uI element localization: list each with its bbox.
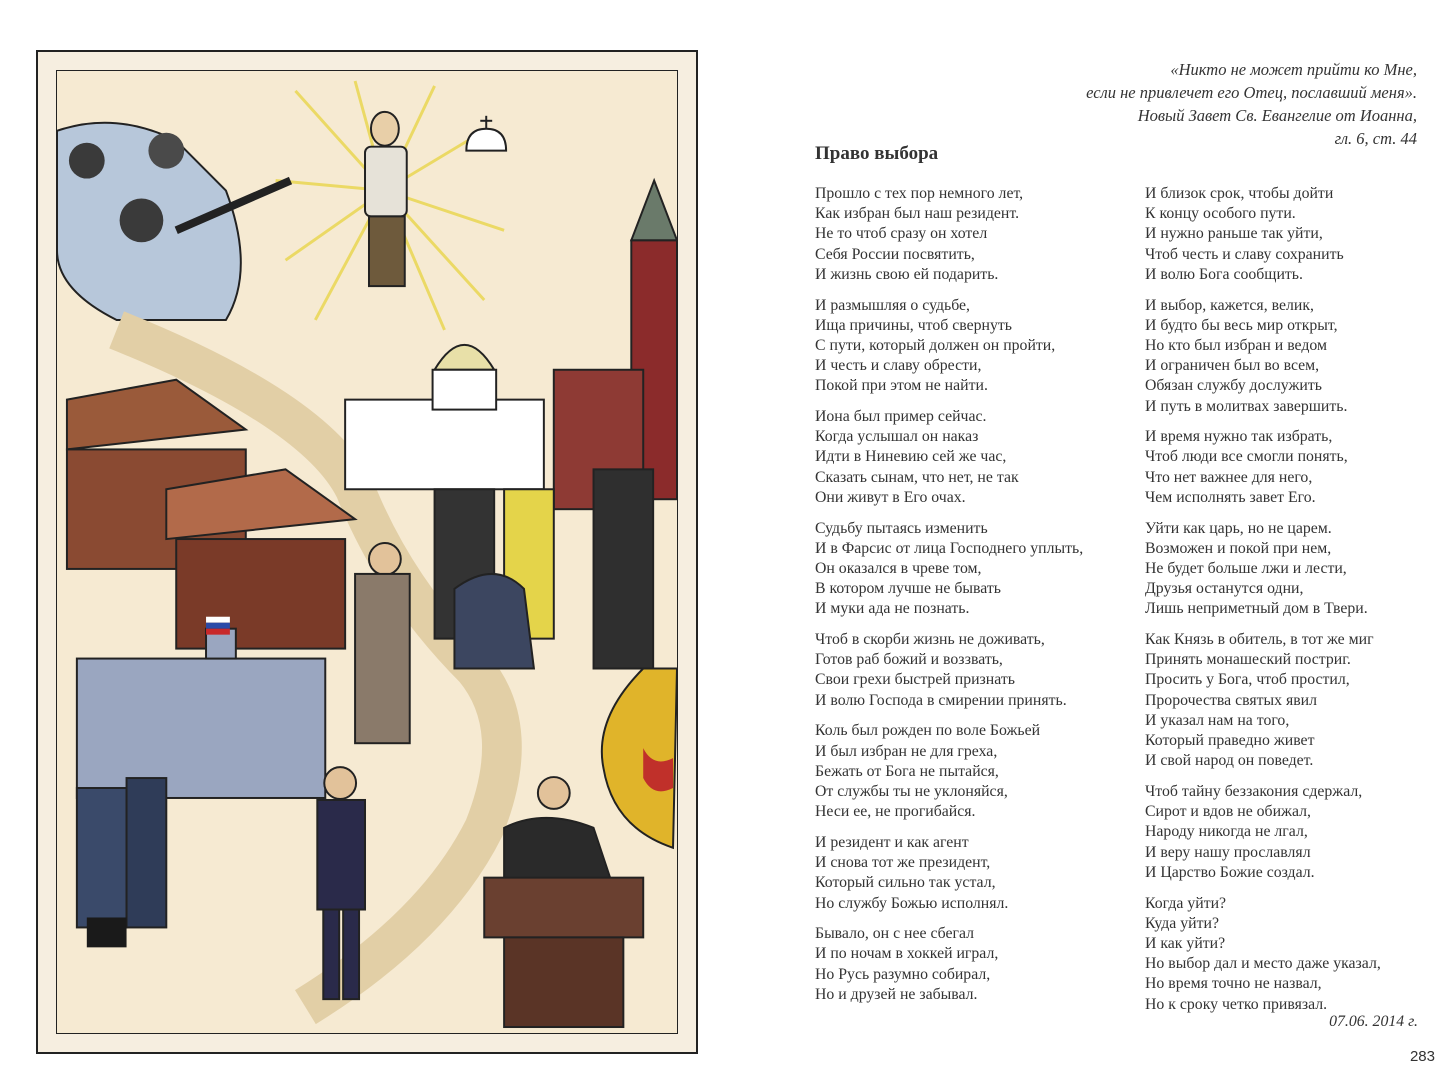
poem-line: Свои грехи быстрей признать: [815, 671, 1015, 689]
poem-line: Они живут в Его очах.: [815, 488, 966, 506]
stanza: [815, 407, 1135, 508]
epigraph-line: «Никто не может прийти ко Мне,: [1170, 60, 1417, 79]
poem-line: И честь и славу обрести,: [815, 357, 982, 375]
poem-line: Но время точно не назвал,: [1145, 975, 1322, 993]
illustration: [56, 70, 678, 1034]
poem-line: И муки ада не познать.: [815, 600, 970, 618]
poem-line: Он оказался в чреве том,: [815, 559, 982, 577]
poem-line: И волю Господа в смирении принять.: [815, 691, 1067, 709]
poem-line: С пути, который должен он пройти,: [815, 336, 1056, 354]
poem-line: Прошло с тех пор немного лет,: [815, 185, 1024, 202]
poem-line: И как уйти?: [1145, 934, 1226, 952]
poem-line: Возможен и покой при нем,: [1145, 539, 1332, 557]
poem-line: Иона был пример сейчас.: [815, 408, 987, 426]
epigraph-line: если не привлечет его Отец, пославший меня».: [1086, 83, 1417, 102]
poem-line: Когда услышал он наказ: [815, 428, 979, 446]
epigraph: [857, 58, 1417, 150]
poem-line: Не будет больше лжи и лести,: [1145, 559, 1347, 577]
poem-line: Но Русь разумно собирал,: [815, 965, 991, 983]
poem-line: Что нет важнее для него,: [1145, 468, 1313, 486]
stanza: [1145, 427, 1435, 508]
poem-line: Когда уйти?: [1145, 894, 1227, 912]
stanza: [1145, 519, 1435, 620]
poem-line: Сказать сынам, что нет, не так: [815, 468, 1019, 486]
poem-line: И был избран не для греха,: [815, 742, 998, 760]
people-group: [77, 778, 166, 947]
poem-line: Просить у Бога, чтоб простил,: [1145, 671, 1350, 689]
poem-line: Куда уйти?: [1145, 914, 1219, 932]
stanza: [815, 833, 1135, 914]
poem-line: И размышляя о судьбе,: [815, 296, 971, 314]
poem-line: И время нужно так избрать,: [1145, 428, 1333, 446]
poem-line: Который сильно так устал,: [815, 874, 996, 892]
stanza: [815, 924, 1135, 1005]
clergy-group: [435, 469, 654, 668]
poem-line: И жизнь свою ей подарить.: [815, 265, 999, 283]
poem-line: И указал нам на того,: [1145, 711, 1290, 729]
poem-line: Который праведно живет: [1145, 732, 1315, 750]
poem-line: Чтоб люди все смогли понять,: [1145, 448, 1348, 466]
stanza: [815, 296, 1135, 397]
stanza: [815, 721, 1135, 822]
page-number: 283: [1409, 1048, 1435, 1065]
poem-line: К концу особого пути.: [1145, 205, 1296, 223]
poem-column-2: [1145, 184, 1435, 1025]
stanza: [815, 184, 1135, 285]
poem-line: Не то чтоб сразу он хотел: [815, 225, 988, 243]
poem-line: Идти в Ниневию сей же час,: [815, 448, 1007, 466]
poem-line: Лишь неприметный дом в Твери.: [1145, 600, 1368, 618]
stanza: [815, 519, 1135, 620]
poem-line: Принять монашеский постриг.: [1145, 651, 1351, 669]
poem-line: Судьбу пытаясь изменить: [815, 519, 988, 537]
poem-line: И снова тот же президент,: [815, 854, 991, 872]
poem-line: Как избран был наш резидент.: [815, 205, 1020, 223]
poem-line: Бывало, он с нее сбегал: [815, 925, 975, 943]
poem-line: Но выбор дал и место даже указал,: [1145, 955, 1381, 973]
epigraph-line: Новый Завет Св. Евангелие от Иоанна,: [1137, 106, 1417, 125]
poem-line: Но службу Божью исполнял.: [815, 894, 1009, 912]
poem-line: И свой народ он поведет.: [1145, 752, 1314, 770]
poem-line: Коль был рожден по воле Божьей: [815, 722, 1041, 740]
poem-title: Право выбора: [815, 143, 939, 164]
poem-line: Чем исполнять завет Его.: [1145, 488, 1316, 506]
poem-line: И нужно раньше так уйти,: [1145, 225, 1323, 243]
poem-line: Пророчества святых явил: [1145, 691, 1318, 709]
poem-line: И ограничен был во всем,: [1145, 357, 1320, 375]
poem-line: От службы ты не уклоняйся,: [815, 782, 1008, 800]
stanza: [1145, 782, 1435, 883]
poem-line: Обязан службу дослужить: [1145, 377, 1322, 395]
poem-line: И волю Бога сообщить.: [1145, 265, 1303, 283]
stanza: [1145, 184, 1435, 285]
poem-line: Но и друзей не забывал.: [815, 985, 978, 1003]
stanza: [1145, 630, 1435, 771]
poem-column-1: [815, 184, 1135, 1016]
stanza: [815, 630, 1135, 711]
poem-date: 07.06. 2014 г.: [1329, 1013, 1418, 1030]
poem-line: Неси ее, не прогибайся.: [815, 803, 976, 821]
poem-line: И выбор, кажется, велик,: [1145, 296, 1314, 314]
poem-line: Как Князь в обитель, в тот же миг: [1145, 631, 1374, 649]
poem-line: Чтоб честь и славу сохранить: [1145, 245, 1344, 263]
poem-line: Но к сроку четко привязал.: [1145, 995, 1328, 1013]
poem-line: Готов раб божий и воззвать,: [815, 651, 1003, 669]
poem-line: И по ночам в хоккей играл,: [815, 945, 999, 963]
stanza: [1145, 296, 1435, 417]
poem-line: И веру нашу прославлял: [1145, 843, 1311, 861]
poem-line: И в Фарсис от лица Господнего уплыть,: [815, 539, 1084, 557]
pilgrim-figure: [355, 543, 410, 743]
stanza: [1145, 894, 1435, 1015]
poem-line: И путь в молитвах завершить.: [1145, 397, 1348, 415]
poem-line: Покой при этом не найти.: [815, 377, 988, 395]
poem-line: Но кто был избран и ведом: [1145, 336, 1327, 354]
poem-line: Ища причины, чтоб свернуть: [815, 316, 1012, 334]
poem-line: Уйти как царь, но не царем.: [1145, 519, 1332, 537]
illustration-drawing: [57, 71, 677, 1033]
poem-line: И близок срок, чтобы дойти: [1145, 185, 1334, 202]
illustration-frame: [36, 50, 698, 1054]
epigraph-line: гл. 6, ст. 44: [1334, 129, 1417, 148]
poem-line: И резидент и как агент: [815, 833, 969, 851]
poem-line: Себя России посвятить,: [815, 245, 975, 263]
poem-line: Чтоб тайну беззакония сдержал,: [1145, 782, 1363, 800]
poem-line: И Царство Божие создал.: [1145, 863, 1315, 881]
poem-line: Чтоб в скорби жизнь не доживать,: [815, 631, 1045, 649]
poem-line: В котором лучше не бывать: [815, 580, 1001, 598]
poem-line: Сирот и вдов не обижал,: [1145, 803, 1311, 821]
poem-line: Друзья останутся одни,: [1145, 580, 1304, 598]
poem-line: Народу никогда не лгал,: [1145, 823, 1308, 841]
poem-line: Бежать от Бога не пытайся,: [815, 762, 999, 780]
poem-line: И будто бы весь мир открыт,: [1145, 316, 1338, 334]
